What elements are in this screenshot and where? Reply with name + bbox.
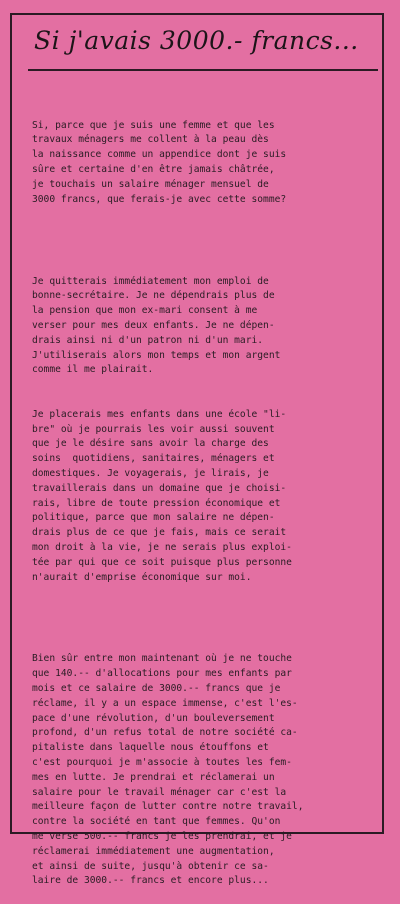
page-title: Si j'avais 3000.- francs... <box>34 26 359 55</box>
paragraph-conclusion: Bien sûr entre mon maintenant où je ne touche que 140.-- d'allocations pour mes enfants par mois et ce salaire de 3000.-- francs que je réclame, il y a un espace immense, c'est l'es- pace d'une révolution, d'un bouleversement profond, d'un refus total de notre société ca- pitaliste dans laquelle nous étouffons et c'est pourquoi je m'associe à toutes les fem- mes en lutte. Je prendrai et réclamerai un salaire pour le travail ménager car c'est la meilleure façon de lutter contre notre travail, contre la société en tant que femmes. Qu'on me verse 500.-- francs je les prendrai, et je réclamerai immédiatement une augmentation, et ainsi de suite, jusqu'à obtenir ce sa- laire de 3000.-- francs et encore plus... <box>32 653 304 887</box>
paragraph-intro: Si, parce que je suis une femme et que les travaux ménagers me collent à la peau dès la naissance comme un appendice dont je suis sûre et certaine d'en être jamais châtrée, je touchais un salaire ménager mensuel de 3000 francs, que ferais-je avec cette somme? <box>32 119 287 205</box>
article-body <box>32 89 372 904</box>
paragraph-children-school: Je placerais mes enfants dans une école "li- bre" où je pourrais les voir aussi souvent que je le désire sans avoir la charge des soins quotidiens, sanitaires, ménagers et domestiques. Je voyagerais, je lirais, je travaillerais dans un domaine que je choisi- rais, libre de toute pression économique et politique, parce que mon salaire ne dépen- drais plus de ce que je fais, mais ce serait mon droit à la vie, je ne serais plus exploi- tée par qui que ce soit puisque plus personne n'aurait d'emprise économique sur moi. <box>32 408 292 583</box>
title-box <box>28 22 378 71</box>
paragraph-quit-job: Je quitterais immédiatement mon emploi de bonne-secrétaire. Je ne dépendrais plus de la pension que mon ex-mari consent à me verser pour mes deux enfants. Je ne dépen- drais ainsi ni d'un patron ni d'un mari. J'utiliserais alors mon temps et mon argent comme il me plairait. <box>32 275 281 376</box>
